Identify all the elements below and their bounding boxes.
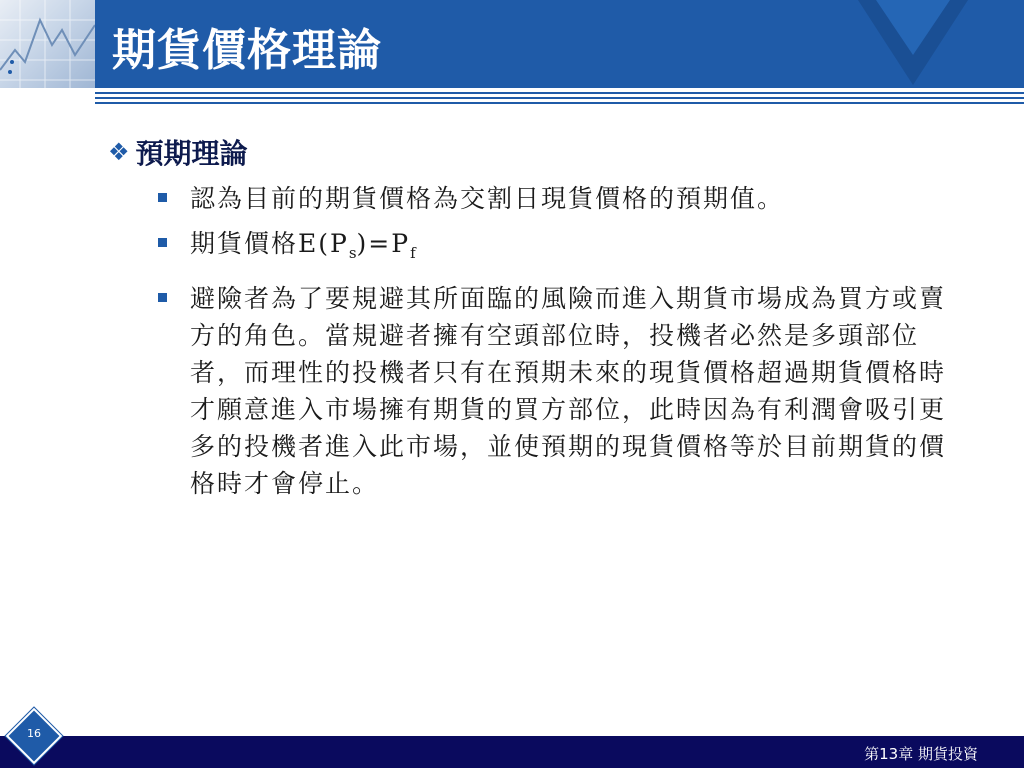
chapter-label: 第13章 期貨投資 [864,745,978,763]
square-bullet-icon [158,293,167,302]
heading-item [108,132,988,172]
formula-prefix: 期貨價格E(P [190,229,349,258]
formula-sub-f: f [410,244,416,262]
heading-text: 預期理論 [135,137,248,170]
formula-item [190,225,988,272]
list-item-text: 避險者為了要規避其所面臨的風險而進入期貨市場成為買方或賣方的角色。當規避者擁有空頭部位時，投機者必然是多頭部位者，而理性的投機者只有在預期未來的現貨價格超過期貨價格時才願意進入市場擁有期貨的買方部位，此時因為有利潤會吸引更多的投機者進入此市場，並使預期的現貨價格等於目前期貨的價格時才會停止。 [190,284,947,498]
diamond-cluster-icon: ❖ [108,138,130,166]
list-item [190,280,970,502]
square-bullet-icon [158,193,167,202]
slide-content [108,132,988,502]
page-number: 16 [27,727,41,740]
slide-title: 期貨價格理論 [112,25,382,76]
formula-sub-s: s [348,244,357,262]
square-bullet-icon [158,238,167,247]
formula-middle: )=P [356,229,411,258]
chevron-down-icon [858,0,968,88]
header-decoration [0,0,95,88]
title-underline [95,92,1024,107]
list-item [190,180,988,217]
list-item-text: 認為目前的期貨價格為交割日現貨價格的預期值。 [190,184,785,213]
